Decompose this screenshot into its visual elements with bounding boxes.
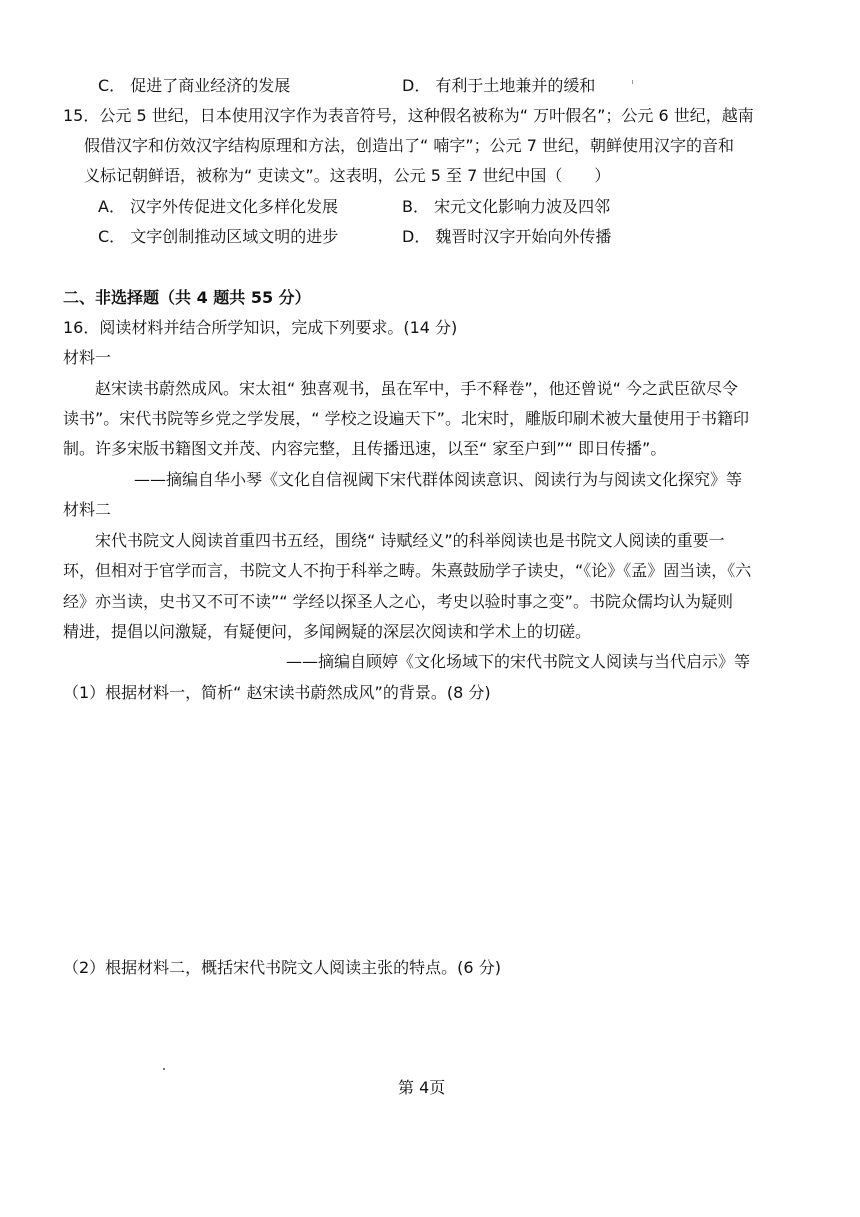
material1-label: 材料一 [63, 348, 112, 367]
q16-sub1: （1）根据材料一，简析“ 赵宋读书蔚然成风”的背景。(8 分) [63, 683, 491, 702]
q14-option-c: C． 促进了商业经济的发展 [98, 76, 291, 95]
q15-stem-line1: 15．公元 5 世纪，日本使用汉字作为表音符号，这种假名被称为“ 万叶假名”；公元 6 世纪，越南 [63, 106, 754, 125]
page-number: 第 4页 [398, 1078, 446, 1097]
q15-stem-line2: 假借汉字和仿效汉字结构原理和方法，创造出了“ 喃字”；公元 7 世纪，朝鲜使用汉字的音和 [84, 136, 735, 155]
material1-source: ——摘编自华小琴《文化自信视阈下宋代群体阅读意识、阅读行为与阅读文化探究》等 [134, 470, 743, 489]
q15-option-b: B． 宋元文化影响力波及四邻 [402, 197, 611, 216]
q14-option-d: D． 有利于土地兼并的缓和 [402, 76, 596, 95]
stray-mark [632, 80, 633, 84]
material2-line1: 宋代书院文人阅读首重四书五经，围绕“ 诗赋经义”的科举阅读也是书院文人阅读的重要一 [95, 531, 725, 550]
material1-line1: 赵宋读书蔚然成风。宋太祖“ 独喜观书，虽在军中，手不释卷”，他还曾说“ 今之武臣欲尽令 [95, 379, 739, 398]
material2-line4: 精进，提倡以问激疑，有疑便问，多闻阙疑的深层次阅读和学术上的切磋。 [63, 622, 592, 641]
q15-option-d: D． 魏晋时汉字开始向外传播 [402, 227, 612, 246]
q15-option-a: A． 汉字外传促进文化多样化发展 [98, 197, 339, 216]
q16-sub2: （2）根据材料二，概括宋代书院文人阅读主张的特点。(6 分) [63, 958, 501, 977]
material2-line3: 经》亦当读，史书又不可不读”“ 学经以探圣人之心，考史以验时事之变”。书院众儒均认为疑则 [63, 592, 733, 611]
material1-line2: 读书”。宋代书院等乡党之学发展，“ 学校之设遍天下”。北宋时，雕版印刷术被大量使用于书籍印 [63, 409, 749, 428]
section-heading: 二、非选择题（共 4 题共 55 分） [63, 288, 311, 307]
material2-source: ——摘编自顾婷《文化场域下的宋代书院文人阅读与当代启示》等 [286, 652, 751, 671]
material2-label: 材料二 [63, 500, 112, 519]
q16-stem: 16．阅读材料并结合所学知识，完成下列要求。(14 分) [63, 318, 458, 337]
q15-stem-line3: 义标记朝鲜语，被称为“ 吏读文”。这表明，公元 5 至 7 世纪中国（ ） [84, 166, 611, 185]
material1-line3: 制。许多宋版书籍图文并茂、内容完整，且传播迅速，以至“ 家至户到”“ 即日传播”。 [63, 439, 667, 458]
material2-line2: 环，但相对于官学而言，书院文人不拘于科举之畴。朱熹鼓励学子读史，“《论》《孟》固当读，《六 [63, 561, 752, 580]
q15-option-c: C． 文字创制推动区域文明的进步 [98, 227, 339, 246]
stray-dot [163, 1068, 165, 1070]
